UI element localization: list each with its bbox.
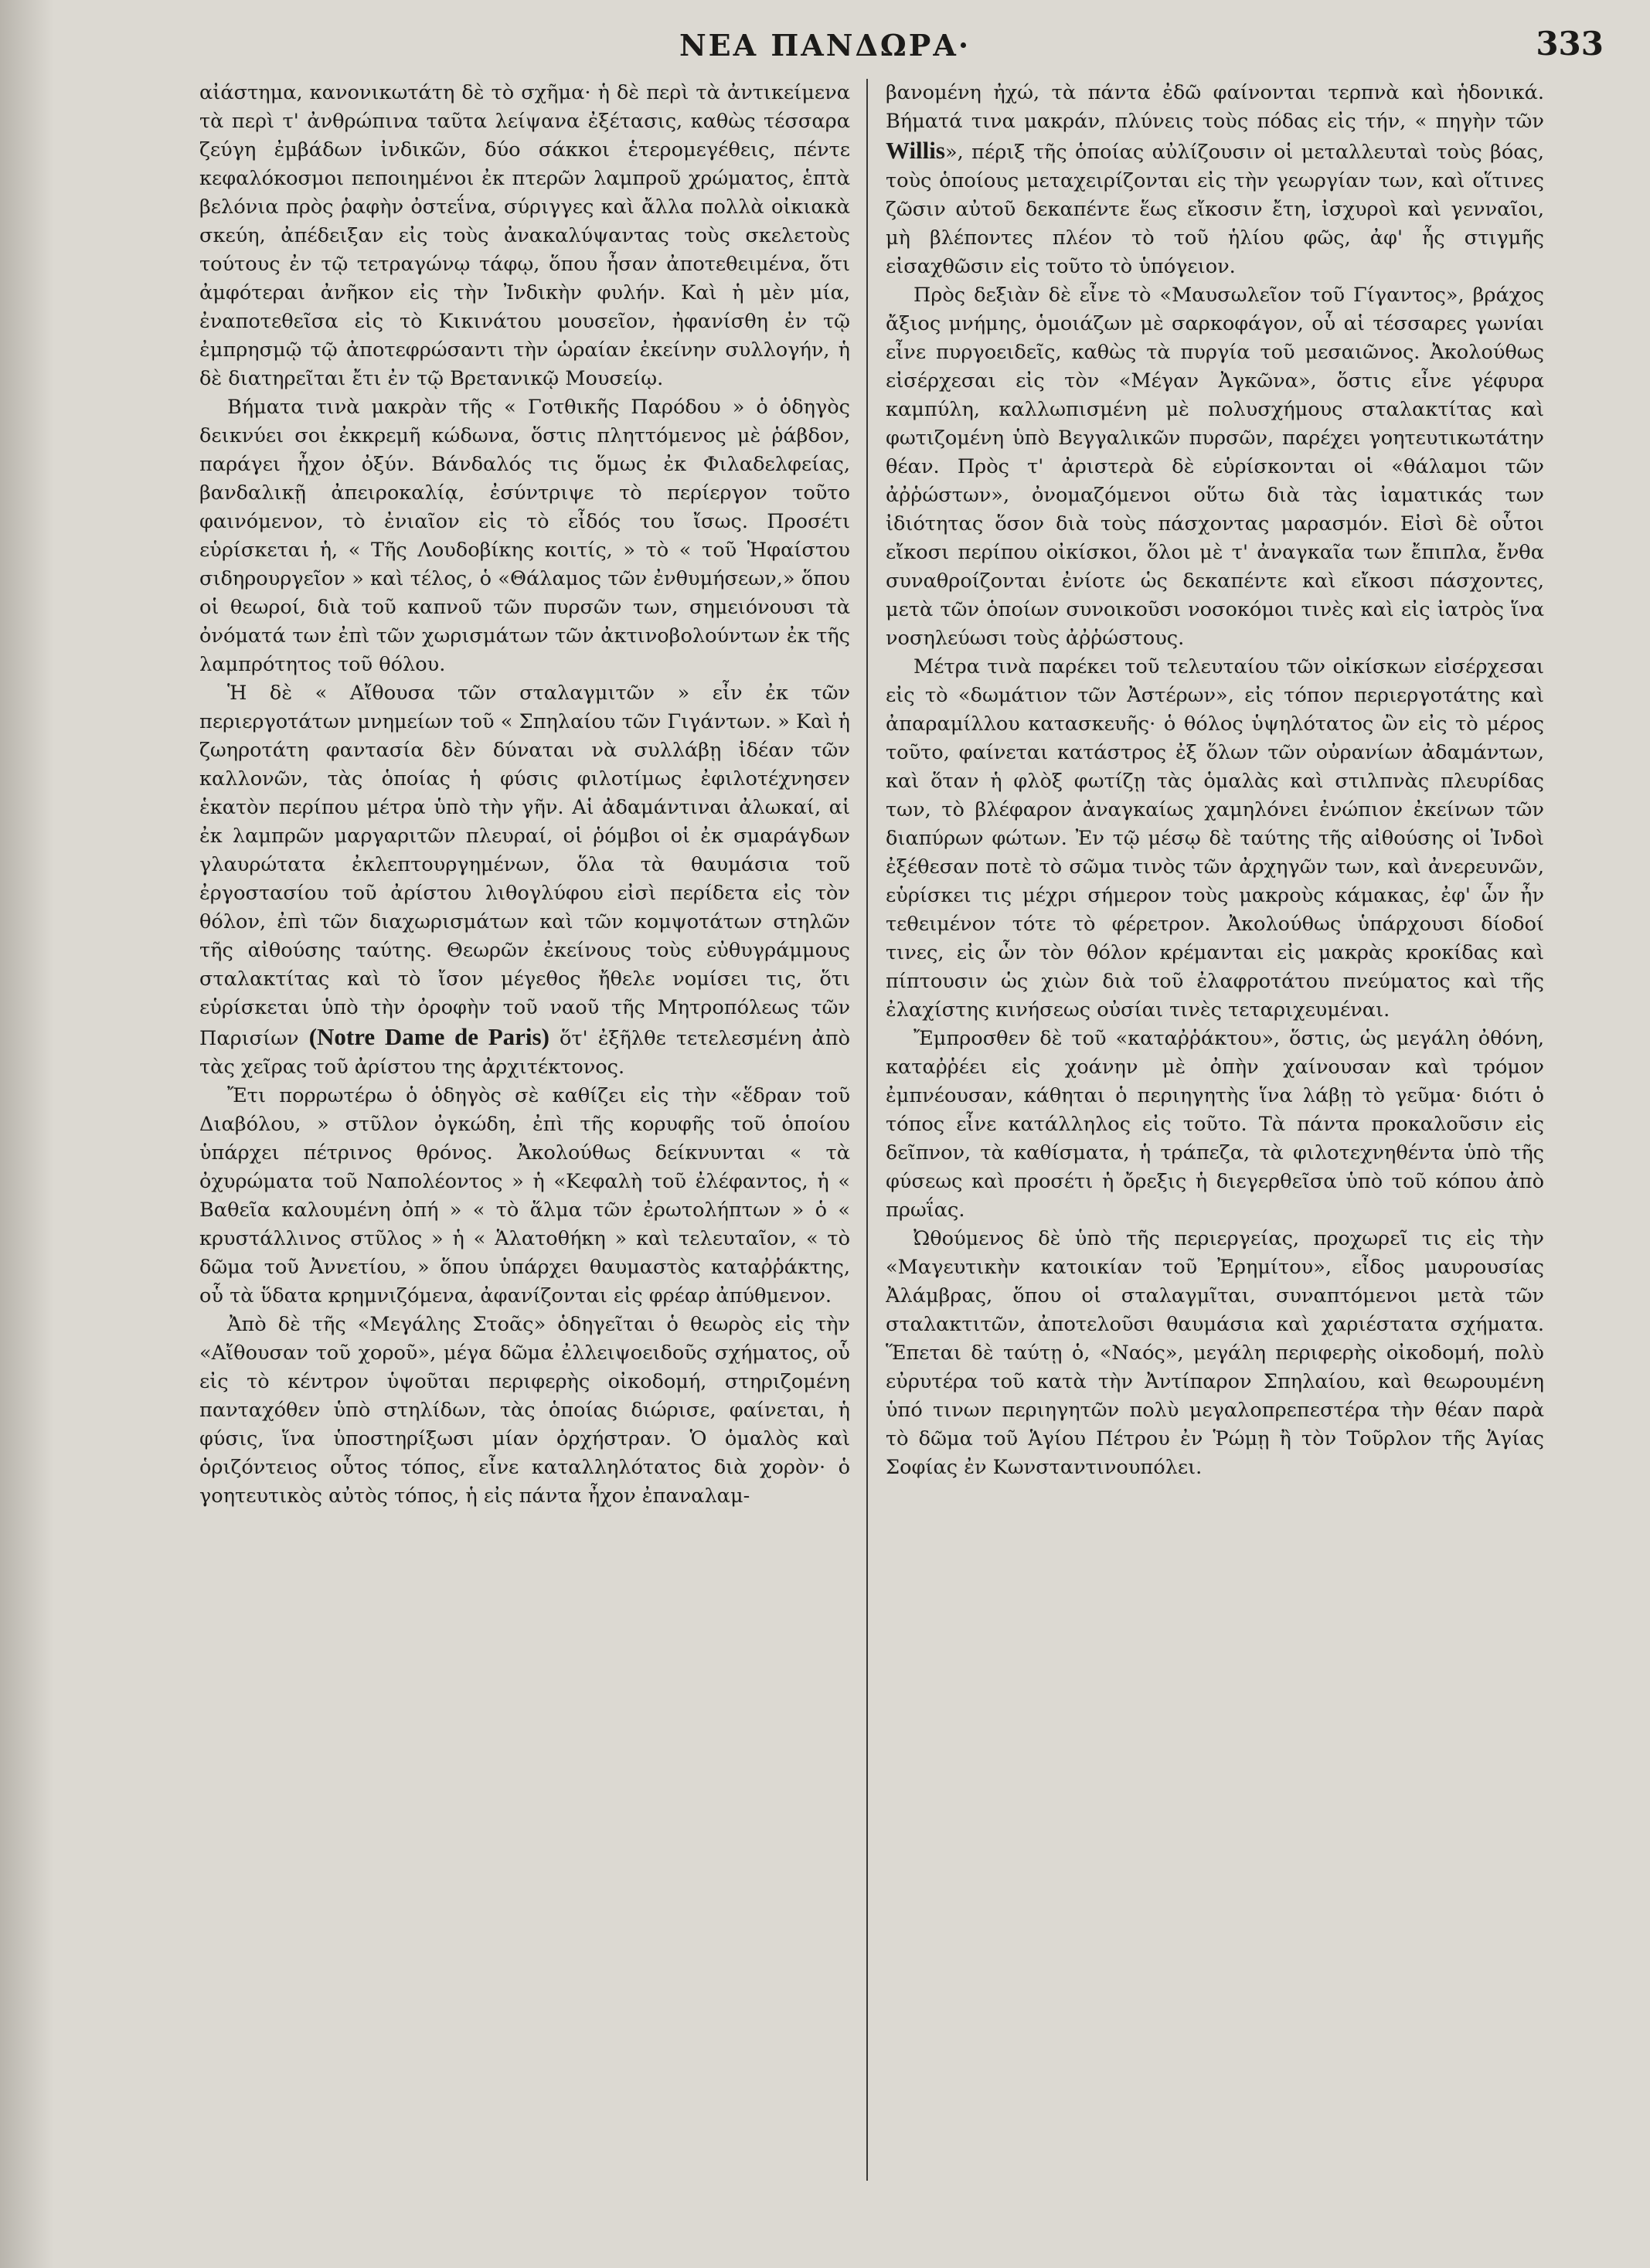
paragraph-text: βανομένη ἠχώ, τὰ πάντα ἐδῶ φαίνονται τερπνὰ καὶ ἡδονικά. Βήματά τινα μακράν, πλύνεις τοὺς πόδας εἰς τήν, « πηγὴν τῶν xyxy=(886,81,1544,133)
paragraph: Ἀπὸ δὲ τῆς «Μεγάλης Στοᾶς» ὁδηγεῖται ὁ θεωρὸς εἰς τὴν «Αἴθουσαν τοῦ χοροῦ», μέγα δῶμα ἐλλειψοειδοῦς σχήματος, οὗ εἰς τὸ κέντρον ὑψοῦται περιφερὴς οἰκοδομή, στηριζομένη πανταχόθεν ὑπὸ στηλίδων, τὰς ὁποίας διώρισε, φαίνεται, ἡ φύσις, ἵνα ὑποστηρίξωσι μίαν ὀρχήστραν. Ὁ ὁμαλὸς καὶ ὁριζόντειος οὗτος τόπος, εἶνε καταλληλότατος διὰ χορὸν· ὁ γοητευτικὸς αὐτὸς τόπος, ἡ εἰς πάντα ἦχον ἐπαναλαμ- xyxy=(199,1313,850,1508)
left-column xyxy=(199,79,850,2196)
paragraph: Ὠθούμενος δὲ ὑπὸ τῆς περιεργείας, προχωρεῖ τις εἰς τὴν «Μαγευτικὴν κατοικίαν τοῦ Ἐρημίτου», εἶδος μαυρουσίας Ἀλάμβρας, ὅπου οἱ σταλαγμῖται, συναπτόμενοι μετὰ τῶν σταλακτιτῶν, ἀποτελοῦσι θαυμάσια καὶ χαριέστατα σχήματα. Ἕπεται δὲ ταύτῃ ὁ, «Ναός», μεγάλη περιφερὴς οἰκοδομή, πολὺ εὐρυτέρα τοῦ κατὰ τὴν Ἀντίπαρον Σπηλαίου, καὶ θεωρουμένη ὑπό τινων περιηγητῶν πολὺ μεγαλοπρεπεστέρα τὴν θέαν παρὰ τὸ δῶμα τοῦ Ἁγίου Πέτρου ἐν Ῥώμῃ ἢ τὸν Τοῦρλον τῆς Ἁγίας Σοφίας ἐν Κωνσταντινουπόλει. xyxy=(886,1227,1544,1479)
paragraph: Ἔτι πορρωτέρω ὁ ὁδηγὸς σὲ καθίζει εἰς τὴν «ἕδραν τοῦ Διαβόλου, » στῦλον ὀγκώδη, ἐπὶ τῆς κορυφῆς τοῦ ὁποίου ὑπάρχει πέτρινος θρόνος. Ἀκολούθως δείκνυνται « τὰ ὀχυρώματα τοῦ Ναπολέοντος » ἡ «Κεφαλὴ τοῦ ἐλέφαντος, ἡ « Βαθεῖα καλουμένη ὀπή » « τὸ ἅλμα τῶν ἐρωτολήπτων » ὁ « κρυστάλλινος στῦλος » ἡ « Ἁλατοθήκη » καὶ τελευταῖον, « τὸ δῶμα τοῦ Ἀννετίου, » ὅπου ὑπάρχει θαυμαστὸς καταῤῥάκτης, οὗ τὰ ὕδατα κρημνιζόμενα, ἀφανίζονται εἰς φρέαρ ἀπύθμενον. xyxy=(199,1084,850,1307)
paragraph: αἰάστημα, κανονικωτάτη δὲ τὸ σχῆμα· ἡ δὲ περὶ τὰ ἀντικείμενα τὰ περὶ τ' ἀνθρώπινα ταῦτα λείψανα ἐξέτασις, καθὼς τέσσαρα ζεύγη ἐμβάδων ἰνδικῶν, δύο σάκκοι ἑτερομεγέθεις, πέντε κεφαλόκοσμοι πεποιημένοι ἐκ πτερῶν λαμπροῦ χρώματος, ἑπτὰ βελόνια πρὸς ῥαφὴν ὀστεΐνα, σύριγγες καὶ ἄλλα πολλὰ οἰκιακὰ σκεύη, ἀπέδειξαν εἰς τοὺς ἀνακαλύψαντας τοὺς σκελετοὺς τούτους ἐν τῷ τετραγώνῳ τάφῳ, ὅπου ἦσαν ἀποτεθειμένα, ὅτι ἀμφότεραι ἀνῆκον εἰς τὴν Ἰνδικὴν φυλήν. Καὶ ἡ μὲν μία, ἐναποτεθεῖσα εἰς τὸ Κικινάτου μουσεῖον, ἠφανίσθη ἐν τῷ ἐμπρησμῷ τῷ ἀποτεφρώσαντι τὴν ὡραίαν ἐκείνην συλλογήν, ἡ δὲ διατηρεῖται ἔτι ἐν τῷ Βρετανικῷ Μουσείῳ. xyxy=(199,81,850,390)
column-rule xyxy=(866,79,868,2181)
right-column xyxy=(886,79,1544,2196)
paragraph xyxy=(199,679,850,1082)
page-header xyxy=(0,22,1650,76)
page-number: 333 xyxy=(1536,25,1604,63)
running-title: ΝΕΑ ΠΑΝΔΩΡΑ· xyxy=(679,28,971,63)
latin-phrase: (Notre Dame de Paris) xyxy=(308,1023,549,1050)
paragraph xyxy=(886,79,1544,281)
binding-shadow xyxy=(0,0,54,2268)
paragraph: Μέτρα τινὰ παρέκει τοῦ τελευταίου τῶν οἰκίσκων εἰσέρχεσαι εἰς τὸ «δωμάτιον τῶν Ἀστέρων», εἰς τόπον περιεργοτάτης καὶ ἀπαραμίλλου κατασκευῆς· ὁ θόλος ὑψηλότατος ὢν εἰς τὸ μέρος τοῦτο, φαίνεται κατάστρος ἐξ ὅλων τῶν οὐρανίων ἀδαμάντων, καὶ ὅταν ἡ φλὸξ φωτίζῃ τὰς ὁμαλὰς καὶ στιλπνὰς πλευρίδας των, τὸ βλέφαρον ἀναγκαίως χαμηλόνει ἐνώπιον ἐκείνων τῶν διαπύρων φώτων. Ἐν τῷ μέσῳ δὲ ταύτης τῆς αἰθούσης οἱ Ἰνδοὶ ἐξέθεσαν ποτὲ τὸ σῶμα τινὸς τῶν ἀρχηγῶν των, καὶ ἀνερευνῶν, εὑρίσκει τις μέχρι σήμερον τοὺς μακροὺς κάμακας, ἐφ' ὧν ἦν τεθειμένον τότε τὸ φέρετρον. Ἀκολούθως ὑπάρχουσι δίοδοί τινες, εἰς ὧν τὸν θόλον κρέμανται εἰς μακρὰς κροκίδας καὶ πίπτουσιν ὡς χιὼν διὰ τοῦ ἐλαφροτάτου πνεύματος καὶ τῆς ἐλαχίστης κινήσεως οὐσίαι τινὲς τεταριχευμέναι. xyxy=(886,655,1544,1022)
paragraph-text: », πέριξ τῆς ὁποίας αὐλίζουσιν οἱ μεταλλευταὶ τοὺς βόας, τοὺς ὁποίους μεταχειρίζονται εἰς τὴν γεωργίαν των, καὶ οἵτινες ζῶσιν αὐτοῦ δεκαπέντε ἕως εἴκοσιν ἔτη, ἰσχυροὶ καὶ γενναῖοι, μὴ βλέποντες πλέον τὸ τοῦ ἡλίου φῶς, ἀφ' ἧς στιγμῆς εἰσαχθῶσιν εἰς τοῦτο τὸ ὑπόγειον. xyxy=(886,141,1544,278)
paragraph-text: ὅτ' ἐξῆλθε τετελεσμένη ἀπὸ τὰς χεῖρας τοῦ ἀρίστου της ἀρχιτέκτονος. xyxy=(199,1027,850,1079)
paragraph: Ἔμπροσθεν δὲ τοῦ «καταῤῥάκτου», ὅστις, ὡς μεγάλη ὀθόνη, καταῤῥέει εἰς χοάνην μὲ ὀπὴν χαίνουσαν καὶ τρόμον ἐμπνέουσαν, κάθηται ὁ περιηγητὴς ἵνα λάβῃ τὸ γεῦμα· διότι ὁ τόπος εἶνε κατάλληλος εἰς τοῦτο. Τὰ πάντα προκαλοῦσιν εἰς δεῖπνον, τὰ καθίσματα, ἡ τράπεζα, τὰ φιλοτεχνηθέντα ὑπὸ τῆς φύσεως καὶ προσέτι ἡ ὄρεξις ἡ διεγερθεῖσα ὑπὸ τοῦ κόπου ἀπὸ πρωΐας. xyxy=(886,1027,1544,1222)
paragraph-text: Ἡ δὲ « Αἴθουσα τῶν σταλαγμιτῶν » εἶν ἐκ τῶν περιεργοτάτων μνημείων τοῦ « Σπηλαίου τῶν Γιγάντων. » Καὶ ἡ ζωηροτάτη φαντασία δὲν δύναται νὰ συλλάβῃ ἰδέαν τῶν καλλονῶν, τὰς ὁποίας ἡ φύσις φιλοτίμως ἐφιλοτέχνησεν ἑκατὸν περίπου μέτρα ὑπὸ τὴν γῆν. Αἱ ἀδαμάντιναι ἀλωκαί, αἱ ἐκ λαμπρῶν μαργαριτῶν πλευραί, οἱ ῥόμβοι οἱ ἐκ σμαράγδων γλαυρώτατα ἐκλεπτουργημένων, ὅλα τὰ θαυμάσια τοῦ ἐργοστασίου τοῦ ἀρίστου λιθογλύφου εἰσὶ περίδετα εἰς τὸν θόλον, ἐπὶ τῶν διαχωρισμάτων καὶ τῶν κομψοτάτων στηλῶν τῆς αἰθούσης ταύτης. Θεωρῶν ἐκείνους τοὺς εὐθυγράμμους σταλακτίτας καὶ τὸ ἴσον μέγεθος ἤθελε νομίσει τις, ὅτι εὑρίσκεται ὑπὸ τὴν ὀροφὴν τοῦ ναοῦ τῆς Μητροπόλεως τῶν Παρισίων xyxy=(199,682,850,1050)
latin-word: Willis xyxy=(886,137,945,164)
paragraph: Βήματα τινὰ μακρὰν τῆς « Γοτθικῆς Παρόδου » ὁ ὁδηγὸς δεικνύει σοι ἐκκρεμῆ κώδωνα, ὅστις πληττόμενος μὲ ῥάβδον, παράγει ἦχον ὀξύν. Βάνδαλός τις ὅμως ἐκ Φιλαδελφείας, βανδαλικῇ ἀπειροκαλίᾳ, ἐσύντριψε τὸ περίεργον τοῦτο φαινόμενον, τὸ ἐνιαῖον εἰς τὸ εἶδός του ἴσως. Προσέτι εὑρίσκεται ἡ, « Τῆς Λουδοβίκης κοιτίς, » τὸ « τοῦ Ἡφαίστου σιδηρουργεῖον » καὶ τέλος, ὁ «Θάλαμος τῶν ἐνθυμήσεων,» ὅπου οἱ θεωροί, διὰ τοῦ καπνοῦ τῶν πυρσῶν των, σημειόνουσι τὰ ὀνόματά των ἐπὶ τῶν χωρισμάτων τῶν ἀκτινοβολούντων ἐκ τῆς λαμπρότητος τοῦ θόλου. xyxy=(199,396,850,676)
paragraph: Πρὸς δεξιὰν δὲ εἶνε τὸ «Μαυσωλεῖον τοῦ Γίγαντος», βράχος ἄξιος μνήμης, ὁμοιάζων μὲ σαρκοφάγον, οὗ αἱ τέσσαρες γωνίαι εἶνε πυργοειδεῖς, καθὼς τὰ πυργία τοῦ μεσαιῶνος. Ἀκολούθως εἰσέρχεσαι εἰς τὸν «Μέγαν Ἀγκῶνα», ὅστις εἶνε γέφυρα καμπύλη, καλλωπισμένη μὲ πολυσχήμους σταλακτίτας καὶ φωτιζομένη ὑπὸ Βεγγαλικῶν πυρσῶν, παρέχει γοητευτικωτάτην θέαν. Πρὸς τ' ἀριστερὰ δὲ εὑρίσκονται οἱ «θάλαμοι τῶν ἀῤῥώστων», ὀνομαζόμενοι οὕτω διὰ τὰς ἰαματικάς των ἰδιότητας ὅσον διὰ τοὺς πάσχοντας μαρασμόν. Εἰσὶ δὲ οὗτοι εἴκοσι περίπου οἰκίσκοι, ὅλοι μὲ τ' ἀναγκαῖα των ἔπιπλα, ἔνθα συναθροίζονται ἐνίοτε ὡς δεκαπέντε καὶ εἴκοσι πάσχοντες, μετὰ τῶν ὁποίων συνοικοῦσι νοσοκόμοι τινὲς καὶ εἰς ἰατρὸς ἵνα νοσηλεύωσι τοὺς ἀῤῥώστους. xyxy=(886,284,1544,650)
